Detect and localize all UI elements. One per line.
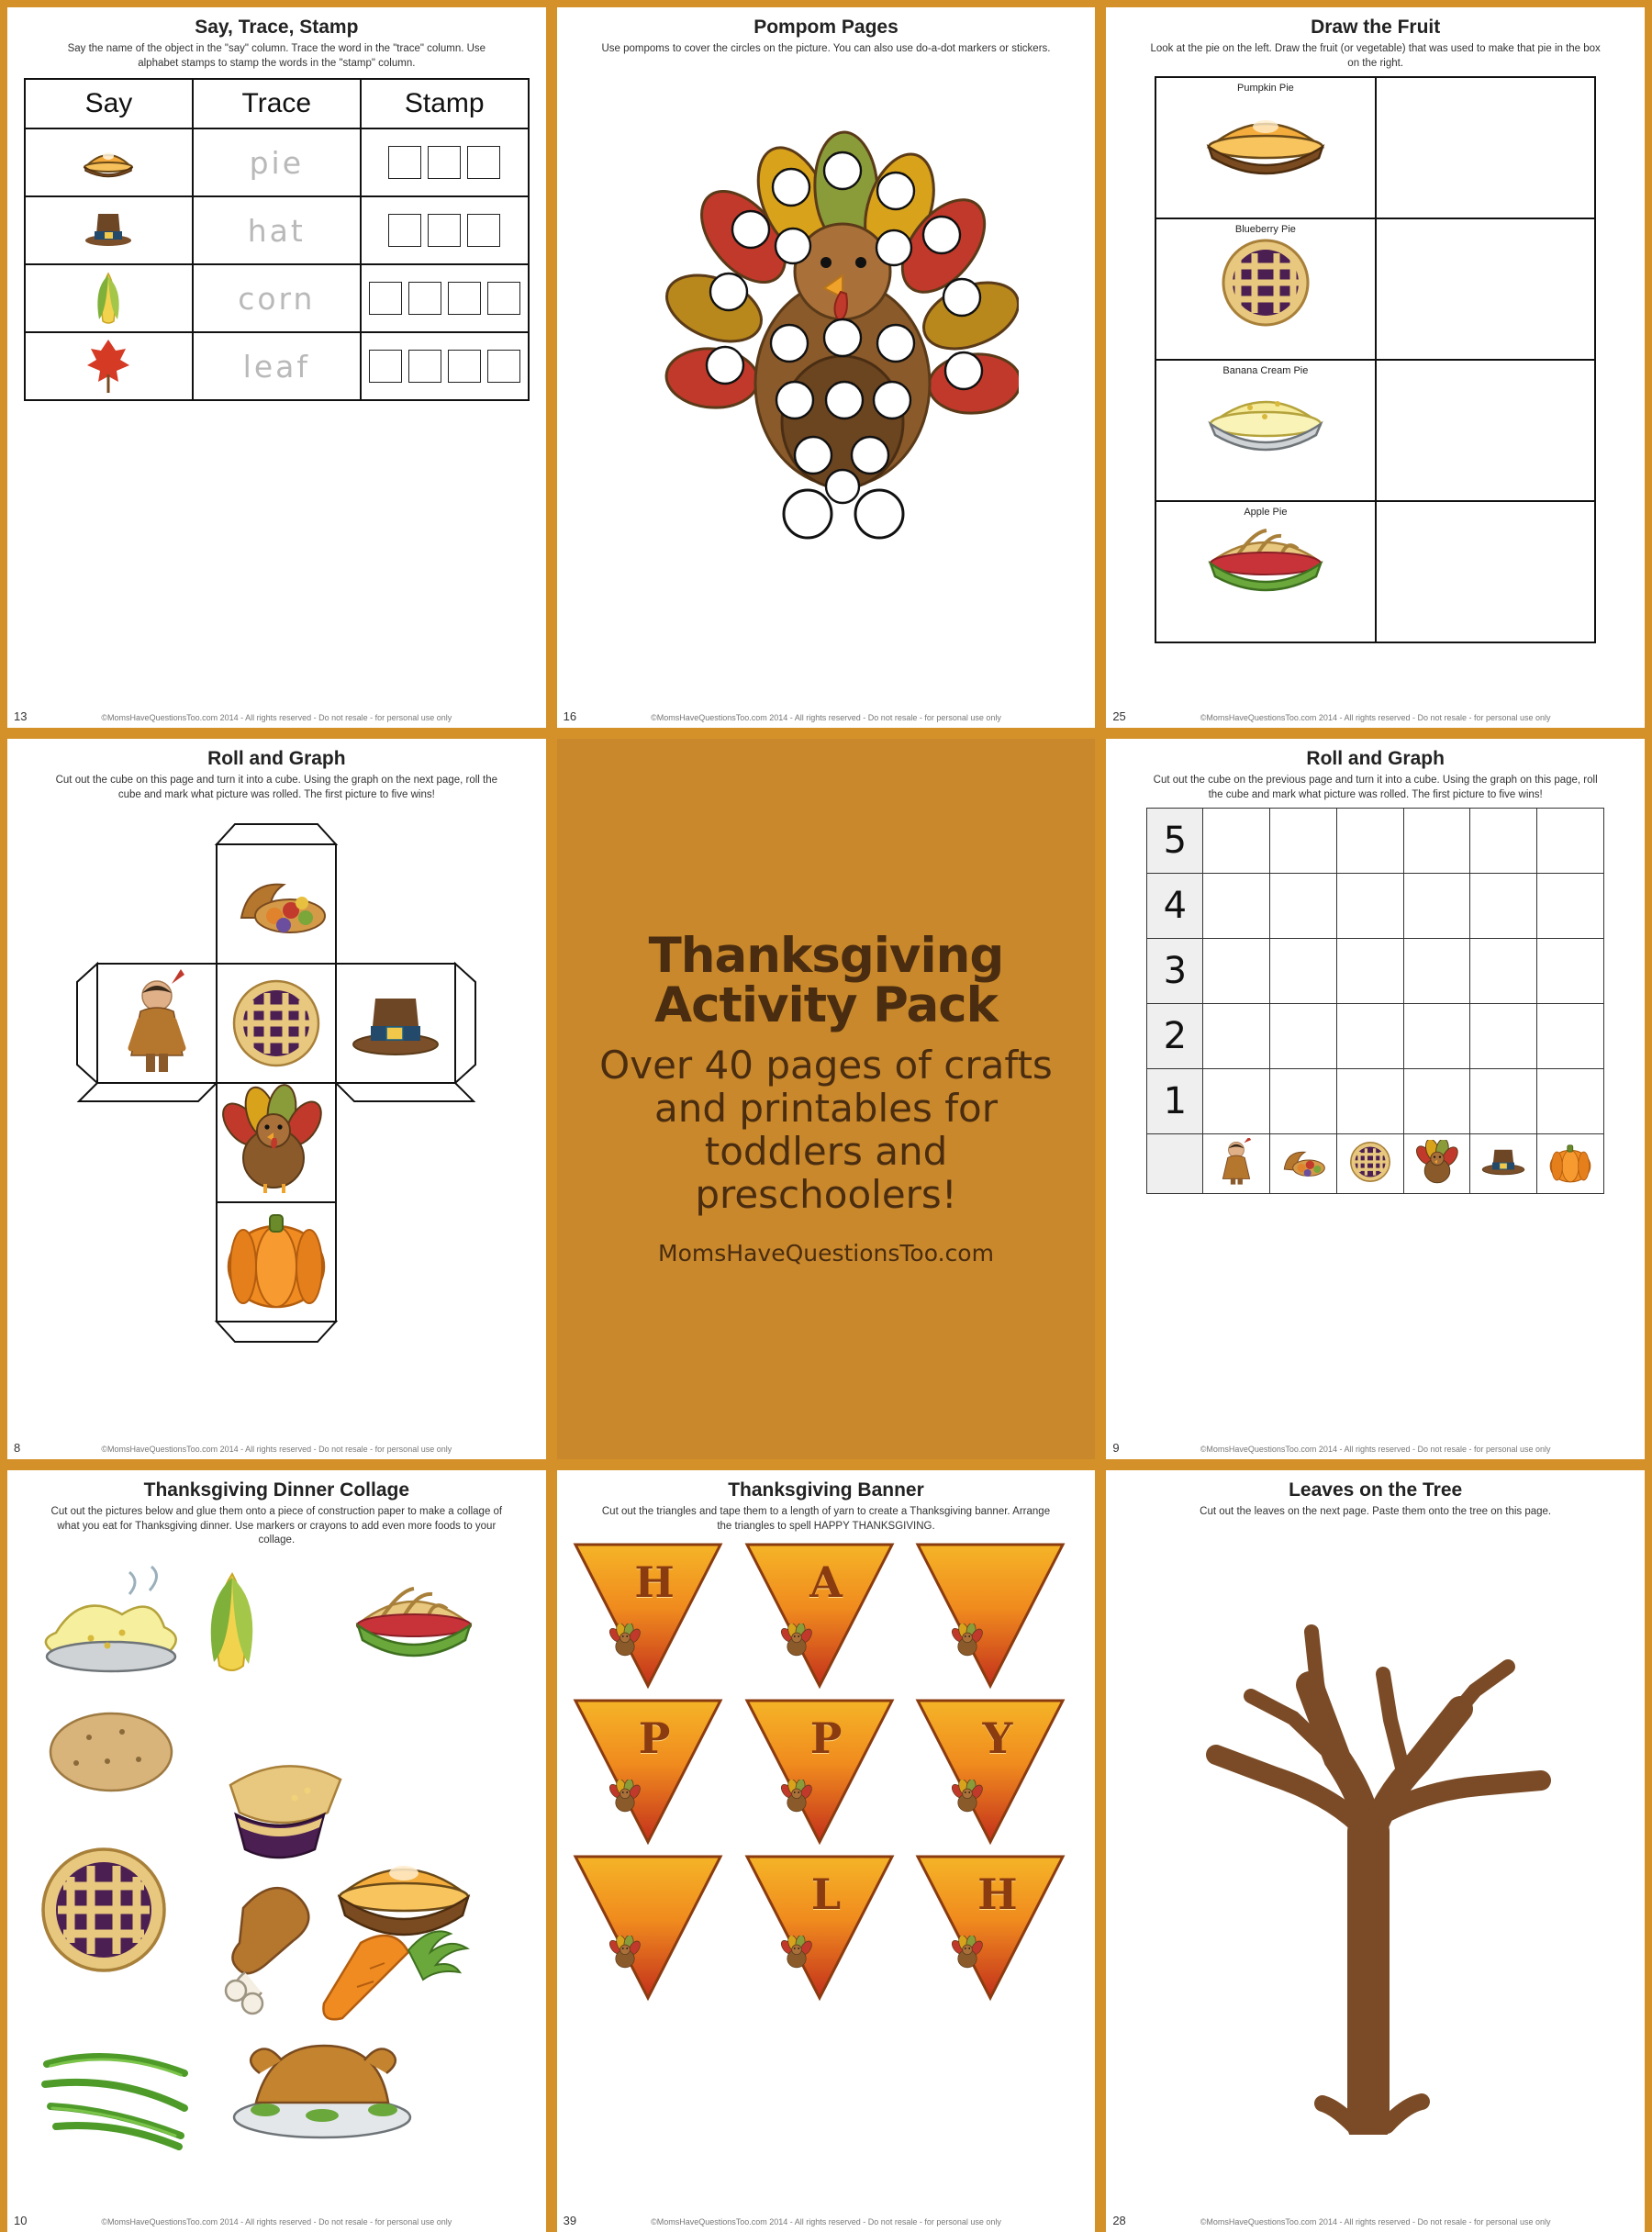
blueberry-pie-icon xyxy=(234,981,318,1066)
blueberry-pie-icon xyxy=(1349,1141,1391,1183)
pumpkin-pie-icon xyxy=(1197,94,1334,189)
cell-icon xyxy=(25,196,193,264)
graph-cell[interactable] xyxy=(1270,809,1337,874)
page-title: Say, Trace, Stamp xyxy=(195,17,359,38)
pie-label: Banana Cream Pie xyxy=(1222,365,1309,377)
pie-label: Blueberry Pie xyxy=(1234,224,1296,236)
table-row xyxy=(25,264,529,332)
copyright-footer: ©MomsHaveQuestionsToo.com 2014 - All rights reserved - Do not resale - for personal use only xyxy=(1200,2217,1551,2226)
corn-icon xyxy=(86,270,130,327)
pumpkin-pie-icon xyxy=(340,1866,468,1935)
graph-row xyxy=(1147,1069,1604,1134)
pumpkin-pie-icon xyxy=(80,140,137,185)
green-beans-icon xyxy=(45,2057,184,2147)
pumpkin-icon xyxy=(1547,1141,1593,1183)
stamp-box[interactable] xyxy=(408,282,441,315)
graph-cell[interactable] xyxy=(1270,1069,1337,1134)
copyright-footer: ©MomsHaveQuestionsToo.com 2014 - All rights reserved - Do not resale - for personal use only xyxy=(101,713,452,722)
table-row xyxy=(1155,77,1595,218)
graph-row xyxy=(1147,874,1604,939)
graph-cell[interactable] xyxy=(1336,809,1403,874)
cover-title-line1: Thanksgiving xyxy=(648,927,1004,984)
graph-cell[interactable] xyxy=(1537,1004,1604,1069)
pilgrim-hat-icon xyxy=(80,206,137,254)
graph-cell[interactable] xyxy=(1203,1004,1270,1069)
page-roll-and-graph-cube[interactable] xyxy=(7,739,546,1459)
pennant[interactable] xyxy=(742,1695,911,1847)
cell-stamp[interactable] xyxy=(361,196,529,264)
turkey-icon xyxy=(778,1624,815,1657)
page-pompom[interactable] xyxy=(557,7,1096,728)
pennant[interactable] xyxy=(742,1851,911,2003)
apple-pie-icon xyxy=(1197,518,1334,609)
stamp-box[interactable] xyxy=(448,282,481,315)
turkey-leg-icon xyxy=(226,1888,308,2014)
pennant[interactable] xyxy=(570,1539,740,1691)
trace-word: hat xyxy=(193,196,361,264)
graph-cell[interactable] xyxy=(1470,874,1537,939)
column-header-stamp: Stamp xyxy=(361,79,529,128)
graph-cell[interactable] xyxy=(1537,874,1604,939)
draw-the-fruit-table xyxy=(1155,76,1596,643)
page-instructions: Cut out the cube on this page and turn it into a cube. Using the graph on the next page, roll the cube and mark what picture was rolled. The first picture to five wins! xyxy=(55,775,498,800)
stamp-box[interactable] xyxy=(388,146,421,179)
pennant[interactable] xyxy=(742,1539,911,1691)
blueberry-pie-icon xyxy=(43,1849,164,1970)
stamp-box[interactable] xyxy=(369,350,402,383)
table-row xyxy=(1155,360,1595,501)
page-title: Draw the Fruit xyxy=(1311,17,1441,38)
turkey-icon xyxy=(607,1780,643,1813)
stamp-box[interactable] xyxy=(467,214,500,247)
row-number: 3 xyxy=(1147,939,1203,1004)
stamp-box[interactable] xyxy=(388,214,421,247)
cell-stamp[interactable] xyxy=(361,264,529,332)
graph-cell[interactable] xyxy=(1537,809,1604,874)
cover-subtitle: Over 40 pages of crafts and printables for toddlers and preschoolers! xyxy=(599,1042,1053,1218)
table-row xyxy=(25,128,529,196)
cell-stamp[interactable] xyxy=(361,332,529,400)
corner-cell xyxy=(1147,1134,1203,1194)
page-number: 8 xyxy=(14,1441,21,1455)
graph-icon-row xyxy=(1147,1134,1604,1194)
cube-net xyxy=(38,808,515,1377)
page-instructions: Cut out the triangles and tape them to a length of yarn to create a Thanksgiving banner. Arrange the triangles to spell HAPPY THANKSGIVING. xyxy=(601,1506,1051,1532)
cover-website: MomsHaveQuestionsToo.com xyxy=(658,1240,994,1267)
roll-and-graph-table xyxy=(1146,808,1604,1194)
cell-drawing-box[interactable] xyxy=(1376,77,1596,218)
page-dinner-collage[interactable] xyxy=(7,1470,546,2232)
carrot-icon xyxy=(324,1931,468,2019)
stamp-box[interactable] xyxy=(487,282,520,315)
cell-icon xyxy=(25,264,193,332)
copyright-footer: ©MomsHaveQuestionsToo.com 2014 - All rights reserved - Do not resale - for personal use only xyxy=(101,2217,452,2226)
turkey-icon xyxy=(949,1780,986,1813)
page-title: Roll and Graph xyxy=(207,748,346,769)
row-number: 1 xyxy=(1147,1069,1203,1134)
trace-word: corn xyxy=(193,264,361,332)
copyright-footer: ©MomsHaveQuestionsToo.com 2014 - All rights reserved - Do not resale - for personal use only xyxy=(101,1445,452,1454)
pennant-letter: A xyxy=(809,1557,843,1608)
graph-cell[interactable] xyxy=(1203,1069,1270,1134)
stamp-box[interactable] xyxy=(487,350,520,383)
column-header-trace: Trace xyxy=(193,79,361,128)
page-number: 13 xyxy=(14,709,28,723)
stamp-box[interactable] xyxy=(448,350,481,383)
pennant-letter: H xyxy=(977,1869,1018,1920)
column-icon-cell xyxy=(1336,1134,1403,1194)
pilgrim-girl-icon xyxy=(1218,1138,1255,1186)
graph-cell[interactable] xyxy=(1270,874,1337,939)
page-title: Leaves on the Tree xyxy=(1289,1479,1463,1501)
page-instructions: Cut out the leaves on the next page. Paste them onto the tree on this page. xyxy=(1200,1506,1552,1517)
column-icon-cell xyxy=(1470,1134,1537,1194)
graph-cell[interactable] xyxy=(1336,939,1403,1004)
pennant[interactable] xyxy=(912,1695,1082,1847)
graph-cell[interactable] xyxy=(1336,874,1403,939)
graph-cell[interactable] xyxy=(1403,874,1470,939)
page-title: Pompom Pages xyxy=(753,17,899,38)
page-thanksgiving-banner[interactable] xyxy=(557,1470,1096,2232)
trace-word: leaf xyxy=(193,332,361,400)
table-row xyxy=(25,196,529,264)
page-number: 25 xyxy=(1112,709,1126,723)
page-number: 9 xyxy=(1112,1441,1120,1455)
graph-cell[interactable] xyxy=(1470,809,1537,874)
graph-cell[interactable] xyxy=(1537,1069,1604,1134)
cell-icon xyxy=(25,332,193,400)
potato-icon xyxy=(50,1713,172,1791)
page-number: 10 xyxy=(14,2214,28,2227)
pennant[interactable] xyxy=(912,1539,1082,1691)
pennant-grid xyxy=(570,1539,1083,2003)
page-title: Roll and Graph xyxy=(1306,748,1445,769)
page-number: 39 xyxy=(563,2214,577,2227)
cell-pie xyxy=(1155,501,1376,642)
graph-cell[interactable] xyxy=(1537,939,1604,1004)
blueberry-pie-slice-icon xyxy=(230,1766,340,1858)
graph-row xyxy=(1147,939,1604,1004)
stamp-box[interactable] xyxy=(428,146,461,179)
page-roll-and-graph-grid[interactable] xyxy=(1106,739,1645,1459)
copyright-footer: ©MomsHaveQuestionsToo.com 2014 - All rights reserved - Do not resale - for personal use only xyxy=(1200,713,1551,722)
stamp-box[interactable] xyxy=(428,214,461,247)
column-icon-cell xyxy=(1270,1134,1337,1194)
cell-pie xyxy=(1155,360,1376,501)
page-instructions: Use pompoms to cover the circles on the picture. You can also use do-a-dot markers or stickers. xyxy=(601,43,1051,54)
page-instructions: Cut out the pictures below and glue them onto a piece of construction paper to make a collage of what you eat for Thanksgiving dinner. Use markers or crayons to add even more foods to your collage. xyxy=(50,1506,503,1546)
corn-icon xyxy=(211,1574,253,1670)
stamp-box[interactable] xyxy=(467,146,500,179)
graph-cell[interactable] xyxy=(1270,1004,1337,1069)
cell-stamp[interactable] xyxy=(361,128,529,196)
cover-title-line2: Activity Pack xyxy=(654,976,998,1033)
pennant-letter: P xyxy=(809,1713,843,1764)
apple-pie-icon xyxy=(357,1589,471,1656)
page-say-trace-stamp[interactable] xyxy=(7,7,546,728)
column-icon-cell xyxy=(1403,1134,1470,1194)
mashed-potatoes-icon xyxy=(46,1567,176,1671)
row-number: 5 xyxy=(1147,809,1203,874)
table-row xyxy=(1155,218,1595,360)
graph-cell[interactable] xyxy=(1403,809,1470,874)
cell-pie xyxy=(1155,218,1376,360)
turkey-icon xyxy=(1412,1140,1462,1184)
roast-turkey-icon xyxy=(234,2046,410,2137)
graph-cell[interactable] xyxy=(1470,1004,1537,1069)
say-trace-stamp-table xyxy=(24,78,530,401)
page-title: Thanksgiving Banner xyxy=(728,1479,924,1501)
column-icon-cell xyxy=(1537,1134,1604,1194)
pie-label: Apple Pie xyxy=(1244,507,1288,519)
copyright-footer: ©MomsHaveQuestionsToo.com 2014 - All rights reserved - Do not resale - for personal use only xyxy=(651,713,1001,722)
turkey-icon xyxy=(778,1780,815,1813)
page-leaves-on-the-tree[interactable] xyxy=(1106,1470,1645,2232)
graph-cell[interactable] xyxy=(1403,1069,1470,1134)
column-icon-cell xyxy=(1203,1134,1270,1194)
leaf-icon xyxy=(85,338,131,395)
turkey-icon xyxy=(949,1936,986,1969)
table-row xyxy=(25,332,529,400)
turkey-icon xyxy=(778,1936,815,1969)
pennant-letter: H xyxy=(634,1557,675,1608)
pennant-letter: Y xyxy=(982,1713,1013,1764)
page-number: 16 xyxy=(563,709,577,723)
copyright-footer: ©MomsHaveQuestionsToo.com 2014 - All rights reserved - Do not resale - for personal use only xyxy=(1200,1445,1551,1454)
pennant[interactable] xyxy=(912,1851,1082,2003)
turkey-icon xyxy=(607,1936,643,1969)
cover-page[interactable] xyxy=(557,739,1096,1459)
page-instructions: Look at the pie on the left. Draw the fruit (or vegetable) that was used to make that pie in the box on the right. xyxy=(1150,43,1601,69)
pennant-letter: L xyxy=(810,1869,842,1920)
cell-icon xyxy=(25,128,193,196)
banana-cream-pie-icon xyxy=(1197,376,1334,468)
copyright-footer: ©MomsHaveQuestionsToo.com 2014 - All rights reserved - Do not resale - for personal use only xyxy=(651,2217,1001,2226)
cell-drawing-box[interactable] xyxy=(1376,360,1596,501)
cell-pie xyxy=(1155,77,1376,218)
pennant-letter: P xyxy=(638,1713,671,1764)
page-title: Thanksgiving Dinner Collage xyxy=(143,1479,410,1501)
row-number: 2 xyxy=(1147,1004,1203,1069)
collage-items xyxy=(19,1554,533,2159)
graph-row xyxy=(1147,809,1604,874)
graph-cell[interactable] xyxy=(1403,939,1470,1004)
graph-cell[interactable] xyxy=(1203,939,1270,1004)
turkey-icon xyxy=(949,1624,986,1657)
graph-cell[interactable] xyxy=(1270,939,1337,1004)
blueberry-pie-icon xyxy=(1201,235,1330,330)
graph-cell[interactable] xyxy=(1403,1004,1470,1069)
graph-cell[interactable] xyxy=(1336,1004,1403,1069)
page-draw-the-fruit[interactable] xyxy=(1106,7,1645,728)
page-instructions: Say the name of the object in the "say" column. Trace the word in the "trace" column. Use alphabet stamps to stamp the words in the "stamp" column. xyxy=(67,43,486,69)
pie-label: Pumpkin Pie xyxy=(1237,83,1294,95)
cell-drawing-box[interactable] xyxy=(1376,218,1596,360)
turkey-icon xyxy=(607,1624,643,1657)
bare-tree xyxy=(1137,1529,1614,2135)
graph-row xyxy=(1147,1004,1604,1069)
trace-word: pie xyxy=(193,128,361,196)
table-row xyxy=(1155,501,1595,642)
pennant[interactable] xyxy=(570,1695,740,1847)
graph-cell[interactable] xyxy=(1336,1069,1403,1134)
page-instructions: Cut out the cube on the previous page and turn it into a cube. Using the graph on this page, roll the cube and mark what picture was rolled. The first picture to five wins! xyxy=(1153,775,1598,800)
graph-cell[interactable] xyxy=(1470,939,1537,1004)
column-header-say: Say xyxy=(25,79,193,128)
stamp-box[interactable] xyxy=(369,282,402,315)
graph-cell[interactable] xyxy=(1470,1069,1537,1134)
row-number: 4 xyxy=(1147,874,1203,939)
graph-cell[interactable] xyxy=(1203,874,1270,939)
page-number: 28 xyxy=(1112,2214,1126,2227)
pennant[interactable] xyxy=(570,1851,740,2003)
turkey-with-circles xyxy=(633,62,1019,631)
table-header-row xyxy=(25,79,529,128)
cell-drawing-box[interactable] xyxy=(1376,501,1596,642)
stamp-box[interactable] xyxy=(408,350,441,383)
pilgrim-hat-icon xyxy=(1479,1144,1528,1180)
graph-cell[interactable] xyxy=(1203,809,1270,874)
cornucopia-icon xyxy=(1279,1142,1327,1182)
